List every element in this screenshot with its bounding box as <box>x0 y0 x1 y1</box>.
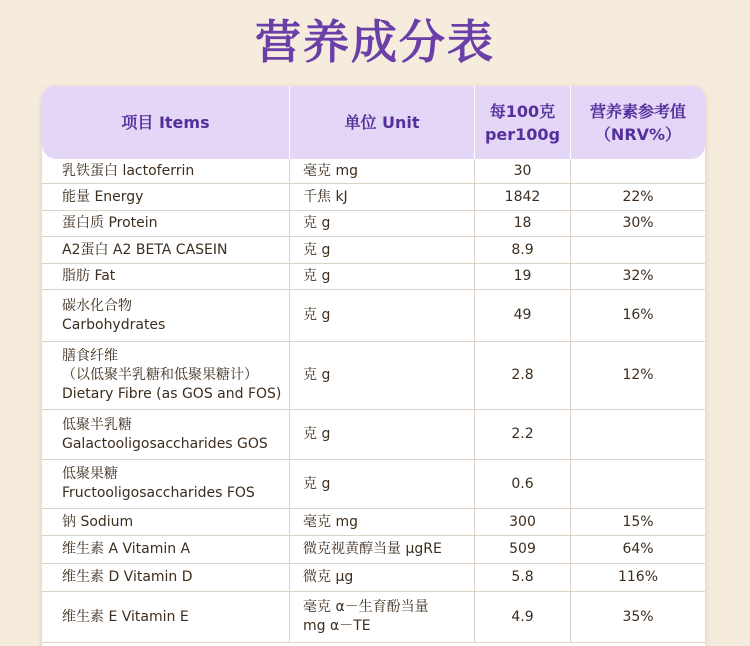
per100g-value-cell: 19 <box>475 264 571 289</box>
unit-cell-line: 千焦 kJ <box>303 188 348 205</box>
unit-cell <box>290 264 475 289</box>
unit-cell-line: mg α－TE <box>303 618 371 634</box>
table-body <box>42 159 705 643</box>
unit-cell-line: 毫克 α－生育酚当量 <box>303 599 429 615</box>
table-row <box>42 536 705 564</box>
per100g-value-cell: 8.9 <box>475 237 571 263</box>
nutrient-name-cell-line: 维生素 D Vitamin D <box>62 569 193 585</box>
nutrient-name-cell-line: Dietary Fibre (as GOS and FOS) <box>62 386 282 402</box>
header-unit: 单位 Unit <box>290 86 475 159</box>
unit-cell-line: 克 g <box>303 268 331 284</box>
unit-cell <box>290 564 475 591</box>
unit-cell <box>290 237 475 263</box>
per100g-value-cell: 18 <box>475 211 571 236</box>
table-row <box>42 264 705 290</box>
header-nrv-line1: 营养素参考值 <box>589 101 686 121</box>
unit-cell-line: 克 g <box>303 426 331 442</box>
unit-cell-line: 克 g <box>303 367 331 383</box>
table-row <box>42 509 705 536</box>
nrv-value-cell: 15% <box>622 513 654 530</box>
header-per100g-line1: 每100克 <box>489 101 556 121</box>
table-row <box>42 460 705 509</box>
per100g-value-cell: 0.6 <box>475 460 571 508</box>
nutrient-name-cell-line: 维生素 A Vitamin A <box>62 541 191 557</box>
nrv-value-cell <box>571 159 705 183</box>
table-header <box>42 86 705 159</box>
nrv-value-cell: 22% <box>622 188 654 205</box>
unit-cell-line: 微克视黄醇当量 μgRE <box>303 541 442 557</box>
nutrition-table <box>42 86 705 646</box>
nutrient-name-cell <box>42 564 290 591</box>
nrv-value-cell: 116% <box>617 569 659 585</box>
nutrient-name-cell <box>42 342 290 409</box>
nutrient-name-cell-line: 蛋白质 Protein <box>62 215 158 231</box>
header-per100g-line2: per100g <box>484 124 561 144</box>
per100g-value-cell: 509 <box>475 536 571 563</box>
page-title: 营养成分表 <box>255 15 495 69</box>
nrv-value-cell: 35% <box>622 608 654 625</box>
nutrient-name-cell-line: （以低聚半乳糖和低聚果糖计） <box>62 367 258 383</box>
nutrient-name-cell <box>42 184 290 210</box>
nutrient-name-cell-line: A2蛋白 A2 BETA CASEIN <box>62 241 228 258</box>
nutrient-name-cell-line: 能量 Energy <box>62 188 144 205</box>
nrv-value-cell <box>571 460 705 508</box>
unit-cell-line: 克 g <box>303 475 331 492</box>
table-row <box>42 290 705 342</box>
table-row <box>42 184 705 211</box>
unit-cell <box>290 592 475 642</box>
nutrient-name-cell-line: 膳食纤维 <box>62 348 118 364</box>
per100g-value-cell: 4.9 <box>475 592 571 642</box>
nutrient-name-cell <box>42 460 290 508</box>
unit-cell-line: 毫克 mg <box>303 162 358 179</box>
nutrient-name-cell-line: 钠 Sodium <box>62 513 134 530</box>
per100g-value-cell: 2.2 <box>475 410 571 459</box>
nrv-value-cell: 16% <box>622 307 654 323</box>
nutrient-name-cell <box>42 264 290 289</box>
nutrient-name-cell-line: 低聚果糖 <box>62 466 118 482</box>
unit-cell-line: 微克 μg <box>303 569 354 585</box>
nrv-value-cell: 30% <box>622 215 654 231</box>
table-row <box>42 211 705 237</box>
header-per100g <box>475 86 571 159</box>
nutrient-name-cell <box>42 509 290 535</box>
unit-cell <box>290 410 475 459</box>
nutrient-name-cell <box>42 592 290 642</box>
table-row <box>42 592 705 643</box>
nutrient-name-cell <box>42 159 290 183</box>
nutrient-name-cell <box>42 410 290 459</box>
per100g-value-cell: 300 <box>475 509 571 535</box>
nrv-value-cell <box>571 410 705 459</box>
nutrient-name-cell-line: 乳铁蛋白 lactoferrin <box>62 162 195 179</box>
header-items: 项目 Items <box>42 86 290 159</box>
table-row <box>42 564 705 592</box>
nrv-value-cell: 32% <box>622 268 654 284</box>
nrv-value-cell: 12% <box>622 367 654 383</box>
unit-cell-line: 克 g <box>303 307 331 323</box>
table-row <box>42 237 705 264</box>
nutrient-name-cell <box>42 536 290 563</box>
header-nrv <box>571 86 705 159</box>
nutrient-name-cell <box>42 211 290 236</box>
per100g-value-cell: 5.8 <box>475 564 571 591</box>
unit-cell <box>290 184 475 210</box>
nutrient-name-cell-line: 低聚半乳糖 <box>62 416 132 433</box>
nutrient-name-cell-line: Galactooligosaccharides GOS <box>62 435 268 452</box>
nrv-value-cell <box>571 237 705 263</box>
nutrient-name-cell-line: Carbohydrates <box>62 316 166 333</box>
unit-cell <box>290 159 475 183</box>
unit-cell <box>290 211 475 236</box>
unit-cell <box>290 509 475 535</box>
per100g-value-cell: 1842 <box>475 184 571 210</box>
header-nrv-line2: （NRV%） <box>594 124 682 144</box>
table-row <box>42 342 705 410</box>
unit-cell-line: 克 g <box>303 241 331 258</box>
nutrient-name-cell <box>42 290 290 341</box>
unit-cell <box>290 536 475 563</box>
nutrient-name-cell-line: 脂肪 Fat <box>62 268 116 284</box>
nutrient-name-cell-line: 碳水化合物 <box>62 297 132 314</box>
nutrient-name-cell <box>42 237 290 263</box>
per100g-value-cell: 30 <box>475 159 571 183</box>
unit-cell <box>290 342 475 409</box>
per100g-value-cell: 2.8 <box>475 342 571 409</box>
nutrient-name-cell-line: Fructooligosaccharides FOS <box>62 485 255 501</box>
nrv-value-cell: 64% <box>622 541 654 557</box>
table-row <box>42 410 705 460</box>
per100g-value-cell: 49 <box>475 290 571 341</box>
unit-cell-line: 克 g <box>303 215 331 231</box>
nutrient-name-cell-line: 维生素 E Vitamin E <box>62 608 189 625</box>
unit-cell <box>290 290 475 341</box>
unit-cell <box>290 460 475 508</box>
unit-cell-line: 毫克 mg <box>303 513 358 530</box>
table-row <box>42 159 705 184</box>
